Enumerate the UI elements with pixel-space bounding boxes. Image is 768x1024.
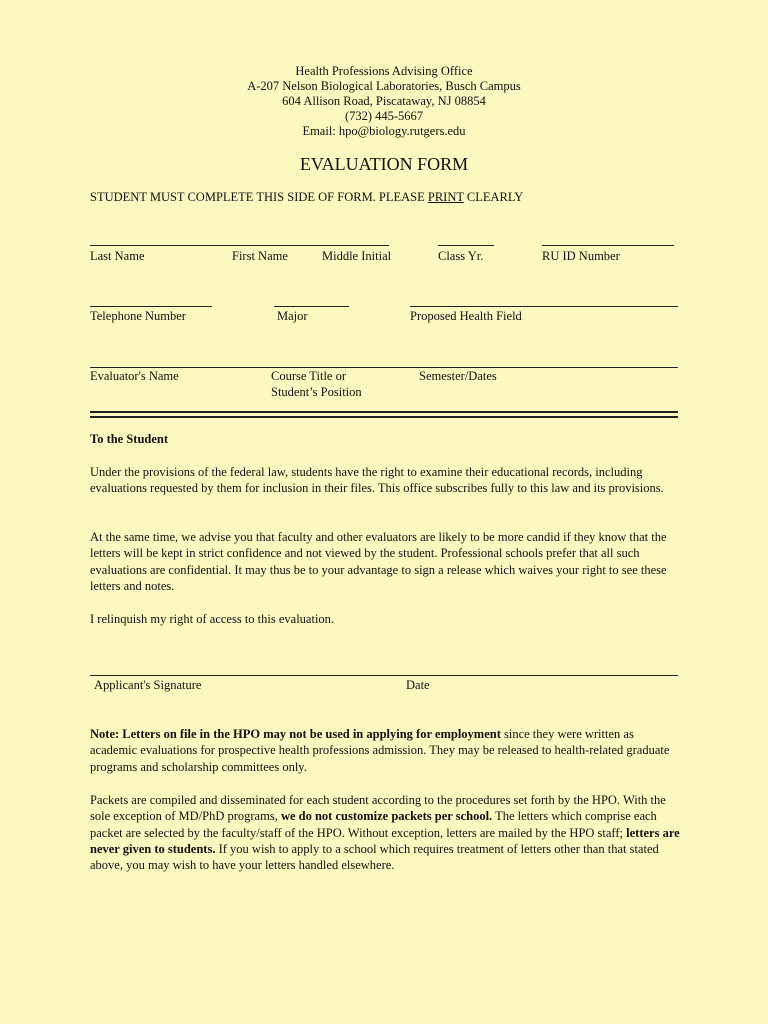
office-email: Email: hpo@biology.rutgers.edu [302,124,466,138]
packets-bold-2: letters are never given to students. [90,825,680,856]
to-student-heading: To the Student [90,432,169,446]
health-field-label: Proposed Health Field [410,309,522,323]
office-header [0,64,768,139]
confidentiality-paragraph: At the same time, we advise you that faculty and other evaluators are likely to be more candid if they know that the letters will be kept in strict confidence and not viewed by the student. Professional schools prefer that all such evaluations are confidential. It may thus be to your advantage to sign a release which waives your right to see these letters and notes. [90,530,667,593]
course-title-line-1: Course Title or [271,369,347,383]
semester-label: Semester/Dates [419,369,497,383]
last-name-label: Last Name [90,249,145,263]
packets-part-2: The letters which comprise each packet are selected by the faculty/staff of the HPO. Without exception, letters are mailed by the HPO staff; [90,809,657,840]
office-phone: (732) 445-5667 [344,109,424,123]
evaluator-label: Evaluator's Name [90,369,179,383]
relinquish-statement: I relinquish my right of access to this evaluation. [90,612,335,626]
instruction-post: CLEARLY [463,190,524,204]
note-paragraph [90,726,680,775]
note-rest: since they were written as academic evaluations for prospective health professions admission. They may be released to health-related graduate programs and scholarship committees only. [90,727,670,774]
packets-part-1: Packets are compiled and disseminated for each student according to the procedures set forth by the HPO. With the sole exception of MD/PhD programs, [90,793,666,824]
office-address-line-2: 604 Allison Road, Piscataway, NJ 08854 [282,94,486,108]
divider-top [90,411,678,413]
telephone-line[interactable] [90,306,212,307]
middle-initial-label: Middle Initial [322,249,392,263]
class-year-line[interactable] [438,245,494,246]
print-instruction [90,189,523,205]
rights-paragraph: Under the provisions of the federal law, students have the right to examine their educational records, including evaluations requested by them for inclusion in their files. This office subscribes fully to this law and its provisions. [90,465,664,496]
packets-part-3: If you wish to apply to a school which requires treatment of letters other than that stated above, you may wish to have your letters handled elsewhere. [90,841,659,873]
first-name-label: First Name [232,249,288,263]
applicant-signature-label: Applicant's Signature [94,678,202,692]
course-title-line-2: Student’s Position [271,385,362,399]
major-label: Major [277,309,308,323]
signature-date-label: Date [406,678,430,692]
ru-id-line[interactable] [542,245,674,246]
instruction-pre: STUDENT MUST COMPLETE THIS SIDE OF FORM. PLEASE [90,190,428,204]
name-line[interactable] [90,245,389,246]
form-title: EVALUATION FORM [299,154,469,174]
instruction-print: PRINT [427,190,464,204]
telephone-label: Telephone Number [90,309,186,323]
packets-bold-1: we do not customize packets per school. [280,809,493,824]
course-title-label [271,368,362,400]
office-address-line-1: A-207 Nelson Biological Laboratories, Busch Campus [247,79,521,93]
office-name: Health Professions Advising Office [295,64,473,78]
ru-id-label: RU ID Number [542,249,620,263]
signature-line[interactable] [90,675,678,676]
packets-paragraph [90,792,680,873]
health-field-line[interactable] [410,306,678,307]
major-line[interactable] [274,306,349,307]
divider-bottom [90,416,678,418]
note-bold: Note: Letters on file in the HPO may not be used in applying for employment [90,727,501,741]
class-year-label: Class Yr. [438,249,484,263]
